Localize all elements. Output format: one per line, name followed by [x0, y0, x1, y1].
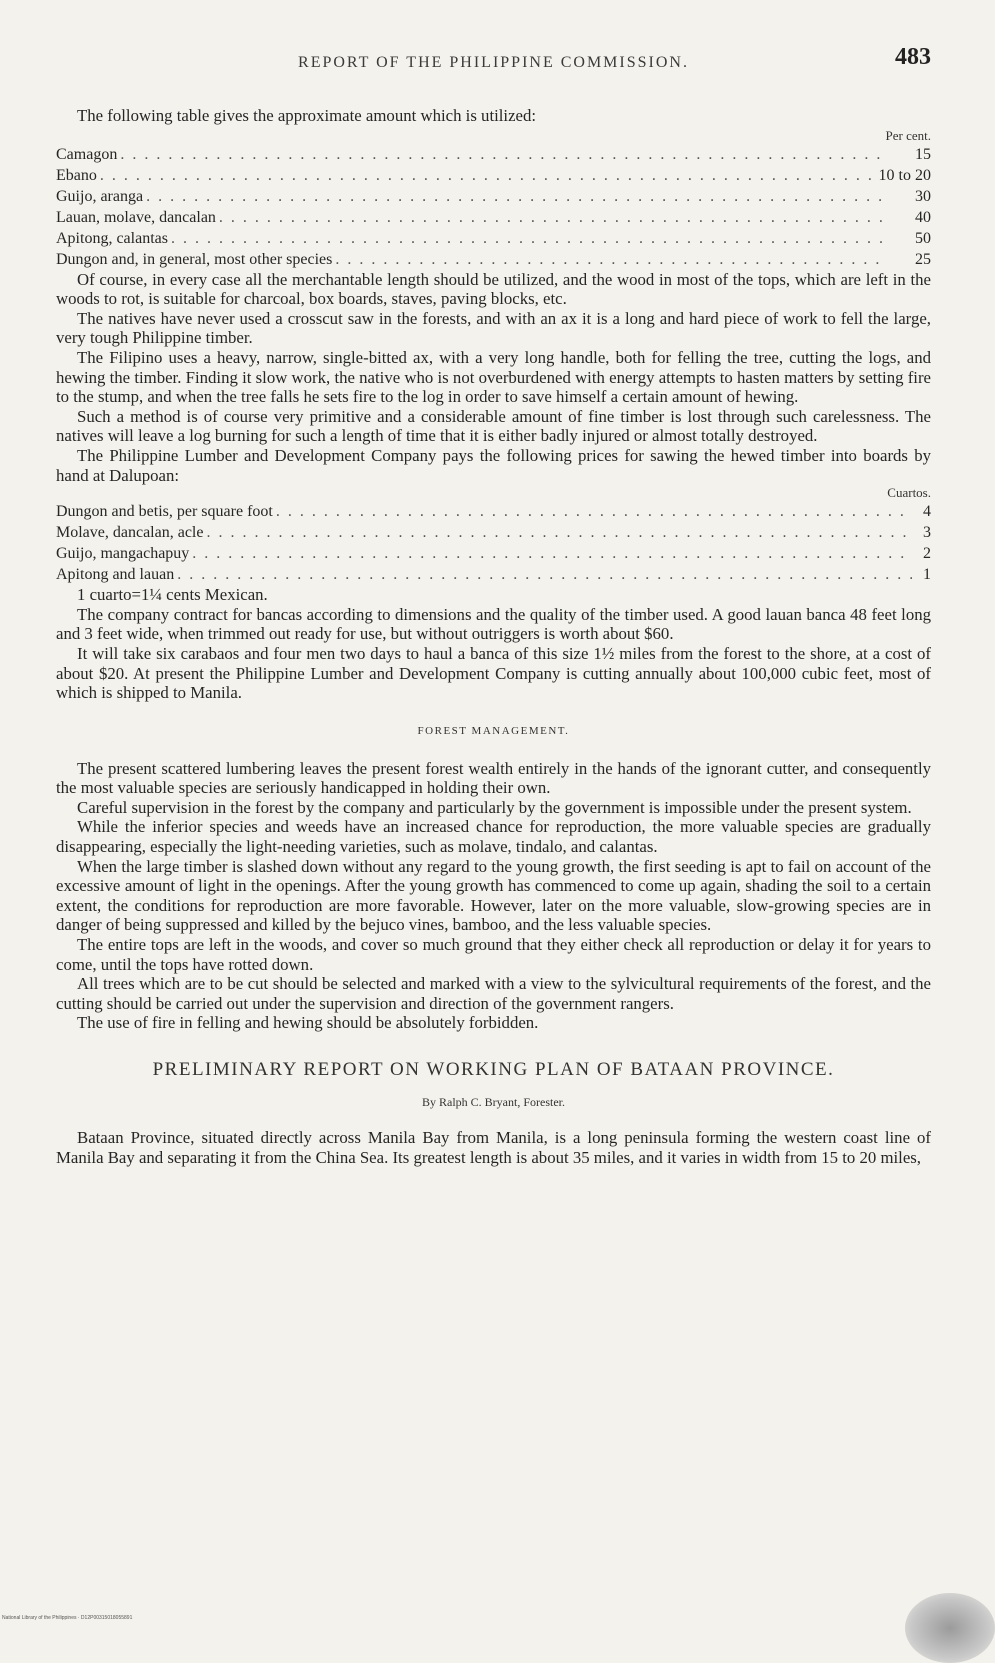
row-label: Guijo, aranga	[56, 187, 144, 205]
paragraph: It will take six carabaos and four men two days to haul a banca of this size 1½ miles from the forest to the shore, at a cost of about $20. At present the Philippine Lumber and Development Company is cutting annually about 100,000 cubic feet, most of which is shipped to Manila.	[56, 643, 931, 703]
dot-leader	[276, 501, 912, 522]
sawing-column-header: Cuartos.	[887, 485, 931, 501]
document-page	[56, 40, 931, 1167]
paragraph: Careful supervision in the forest by the company and particularly by the government is impossible under the present system.	[77, 797, 912, 817]
row-value: 3	[923, 524, 931, 542]
row-label: Lauan, molave, dancalan	[56, 208, 216, 226]
utilization-table	[56, 128, 931, 270]
paragraph: The company contract for bancas according to dimensions and the quality of the timber used. A good lauan banca 48 feet long and 3 feet wide, when trimmed out ready for use, but without outriggers is worth about $60.	[56, 604, 931, 644]
dot-leader	[219, 207, 888, 228]
row-value: 30	[915, 187, 931, 205]
page-header	[56, 40, 931, 76]
row-value: 25	[915, 250, 931, 268]
row-label: Guijo, mangachapuy	[56, 545, 190, 563]
row-value: 1	[923, 566, 931, 584]
paragraph: Bataan Province, situated directly across Manila Bay from Manila, is a long peninsula forming the western coast line of Manila Bay and separating it from the China Sea. Its greatest length is about 35 miles, and it varies in width from 15 to 20 miles,	[56, 1128, 931, 1167]
dot-leader	[206, 522, 912, 543]
sawing-price-table	[56, 485, 931, 605]
paragraphs-a	[56, 270, 931, 486]
dot-leader	[100, 165, 876, 186]
paragraph: Of course, in every case all the merchantable length should be utilized, and the wood in most of the tops, which are left in the woods to rot, is suitable for charcoal, box boards, staves, paving blocks, etc.	[56, 269, 931, 309]
paragraph: While the inferior species and weeds have an increased chance for reproduction, the more valuable species are gradually disappearing, especially the light-needing varieties, such as molave, tindalo, and calantas.	[56, 817, 931, 857]
table-row	[56, 501, 931, 522]
row-value: 4	[923, 503, 931, 521]
paragraph: The Philippine Lumber and Development Company pays the following prices for sawing the hewed timber into boards by hand at Dalupoan:	[56, 445, 931, 485]
row-label: Apitong, calantas	[56, 229, 168, 247]
row-label: Dungon and, in general, most other species	[56, 250, 333, 268]
row-value: 15	[915, 145, 931, 163]
table-row	[56, 522, 931, 543]
paragraphs-c	[56, 759, 931, 1033]
paragraph: Such a method is of course very primitive and a considerable amount of fine timber is lost through such carelessness. The natives will leave a log burning for such a length of time that it is either badly injured or almost totally destroyed.	[56, 406, 931, 446]
paragraph: All trees which are to be cut should be selected and marked with a view to the sylvicultural requirements of the forest, and the cutting should be carried out under the supervision and direction of the government rangers.	[56, 974, 931, 1013]
section-heading: FOREST MANAGEMENT.	[417, 724, 570, 737]
utilization-column-header: Per cent.	[885, 127, 931, 143]
row-value: 10 to 20	[878, 166, 931, 184]
paragraph: The present scattered lumbering leaves the present forest wealth entirely in the hands of the ignorant cutter, and consequently the most valuable species are seriously handicapped in holding their own.	[56, 758, 931, 798]
dot-leader	[171, 228, 888, 249]
table-row	[56, 249, 931, 270]
row-label: Apitong and lauan	[56, 566, 175, 584]
row-label: Ebano	[56, 166, 97, 184]
currency-note: 1 cuarto=1¼ cents Mexican.	[77, 585, 268, 605]
dot-leader	[177, 564, 912, 585]
major-heading: PRELIMINARY REPORT ON WORKING PLAN OF BATAAN PROVINCE.	[152, 1059, 835, 1080]
paragraph: The Filipino uses a heavy, narrow, single-bitted ax, with a very long handle, both for felling the tree, cutting the logs, and hewing the timber. Finding it slow work, the native who is not overburdened with energy attempts to hasten matters by setting fire to the stump, and when the tree falls he sets fire to the log in order to save himself a certain amount of hewing.	[56, 347, 931, 407]
library-footer: National Library of the Philippines · D12P00315018055891	[2, 1615, 133, 1621]
table-row	[56, 207, 931, 228]
table-row	[56, 165, 931, 186]
row-value: 40	[915, 208, 931, 226]
intro-paragraph: The following table gives the approximate amount which is utilized:	[77, 106, 537, 125]
paragraph: The natives have never used a crosscut saw in the forests, and with an ax it is a long and hard piece of work to fell the large, very tough Philippine timber.	[56, 308, 931, 348]
dot-leader	[146, 186, 888, 207]
row-value: 50	[915, 229, 931, 247]
running-title: REPORT OF THE PHILIPPINE COMMISSION.	[298, 54, 689, 71]
row-label: Molave, dancalan, acle	[56, 524, 204, 542]
table-row	[56, 228, 931, 249]
paragraph: The entire tops are left in the woods, and cover so much ground that they either check all reproduction or delay it for years to come, until the tops have rotted down.	[56, 935, 931, 974]
table-row	[56, 543, 931, 564]
paragraph: When the large timber is slashed down without any regard to the young growth, the first seeding is apt to fail on account of the excessive amount of light in the openings. After the young growth has commenced to come up again, shading the soil to a certain extent, the conditions for reproduction are more favorable. However, later on the more valuable, slow-growing species are in danger of being suppressed and killed by the bejuco vines, bamboo, and the less valuable species.	[56, 856, 931, 935]
table-row	[56, 186, 931, 207]
dot-leader	[120, 144, 888, 165]
dot-leader	[192, 543, 912, 564]
byline: By Ralph C. Bryant, Forester.	[422, 1095, 565, 1109]
table-row	[56, 144, 931, 165]
paragraphs-b	[56, 605, 931, 703]
dot-leader	[335, 249, 888, 270]
row-value: 2	[923, 545, 931, 563]
paragraphs-d	[56, 1128, 931, 1167]
table-row	[56, 564, 931, 585]
page-number: 483	[895, 44, 931, 70]
row-label: Dungon and betis, per square foot	[56, 503, 273, 521]
scan-thumb-shadow	[905, 1593, 995, 1663]
paragraph: The use of fire in felling and hewing should be absolutely forbidden.	[77, 1013, 539, 1033]
row-label: Camagon	[56, 145, 118, 163]
